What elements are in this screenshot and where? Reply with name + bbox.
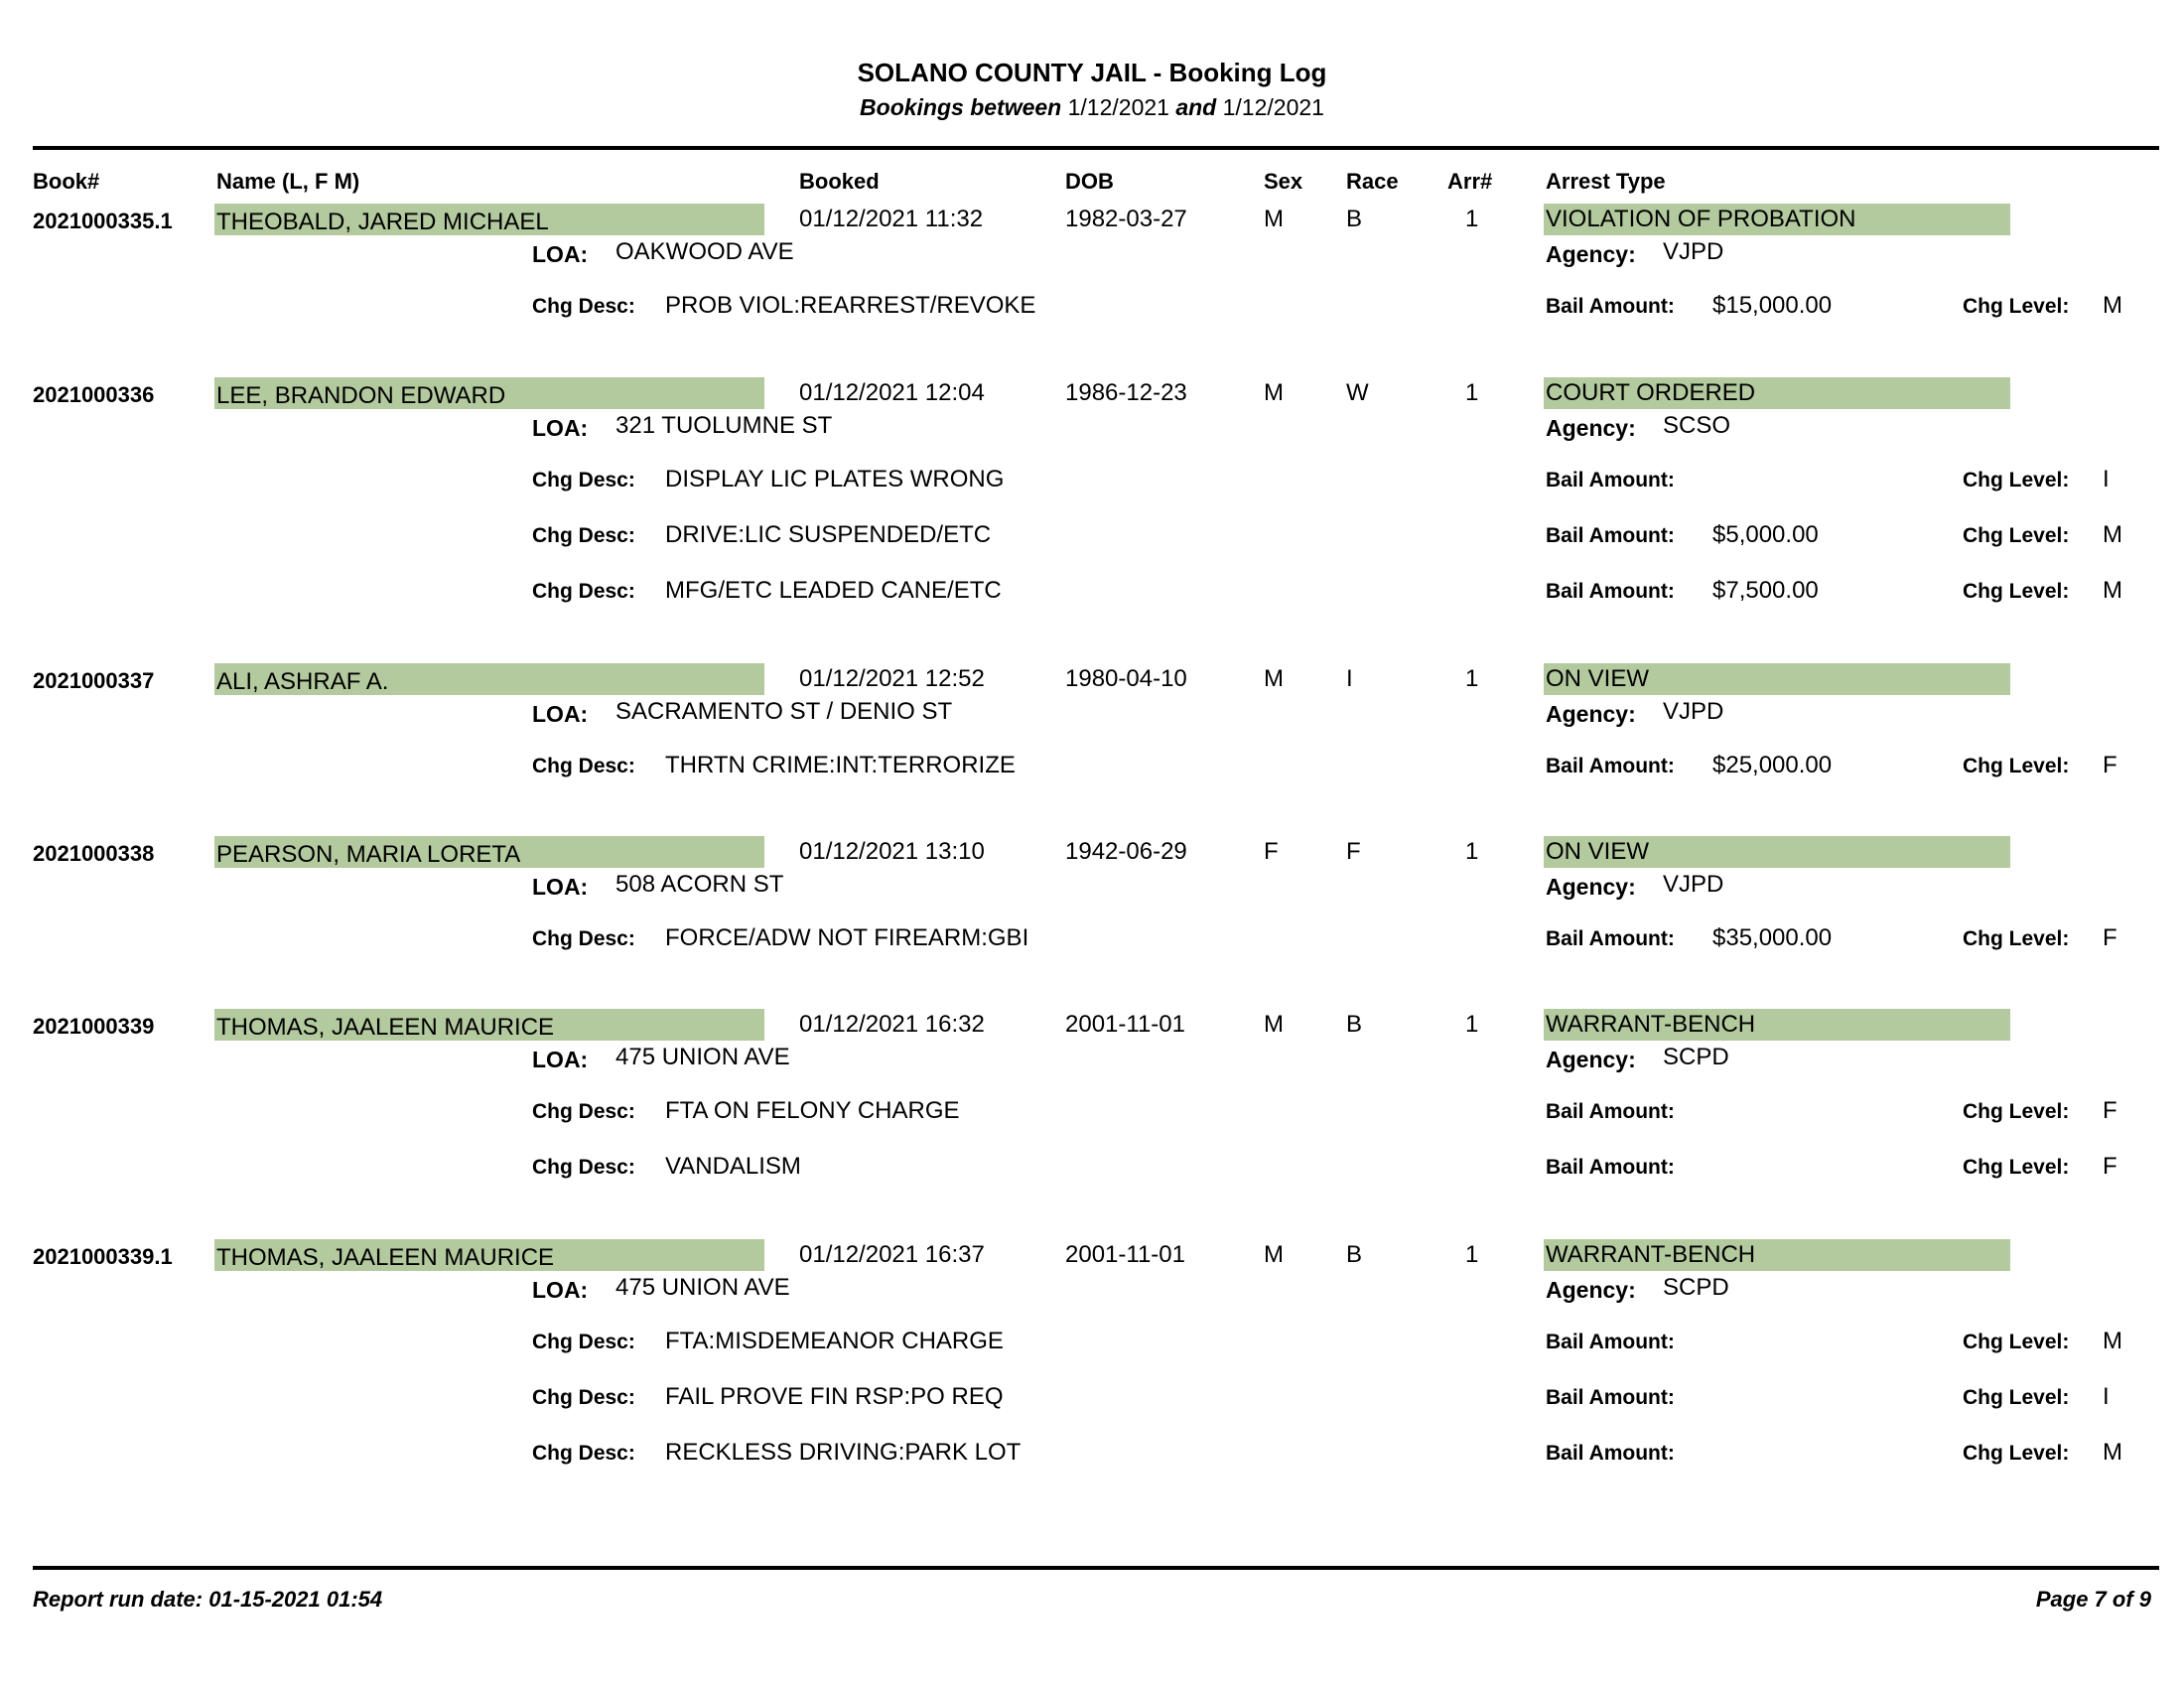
chg-desc-label: Chg Desc: — [532, 580, 635, 603]
bail-amount-label: Bail Amount: — [1546, 927, 1675, 950]
chg-level-label: Chg Level: — [1963, 1386, 2070, 1409]
report-title: SOLANO COUNTY JAIL - Booking Log — [857, 58, 1327, 87]
chg-level-label: Chg Level: — [1963, 927, 2070, 950]
chg-level-value: M — [2103, 1439, 2122, 1466]
chg-level-value: F — [2103, 1153, 2117, 1180]
inmate-name: LEE, BRANDON EDWARD — [216, 382, 506, 409]
date-of-birth: 2001-11-01 — [1065, 1241, 1185, 1268]
inmate-name: PEARSON, MARIA LORETA — [216, 841, 521, 868]
chg-desc-label: Chg Desc: — [532, 469, 635, 492]
booking-record — [0, 663, 2184, 778]
inmate-name: THOMAS, JAALEEN MAURICE — [216, 1244, 555, 1271]
col-header-name: Name (L, F M) — [216, 169, 360, 194]
loa-value: 475 UNION AVE — [615, 1274, 790, 1301]
date-of-birth: 2001-11-01 — [1065, 1011, 1185, 1038]
agency-value: SCPD — [1663, 1044, 1729, 1070]
bail-amount-label: Bail Amount: — [1546, 1331, 1675, 1353]
chg-level-label: Chg Level: — [1963, 755, 2070, 777]
col-header-dob: DOB — [1065, 169, 1114, 194]
col-header-booked: Booked — [799, 169, 880, 194]
sex: M — [1264, 1011, 1284, 1038]
booked-datetime: 01/12/2021 13:10 — [799, 838, 985, 865]
chg-desc-value: FAIL PROVE FIN RSP:PO REQ — [665, 1383, 1004, 1410]
footer-rule — [33, 1566, 2159, 1570]
chg-level-label: Chg Level: — [1963, 1100, 2070, 1123]
agency-value: VJPD — [1663, 698, 1724, 725]
header-rule — [33, 146, 2159, 150]
agency-label: Agency: — [1546, 701, 1636, 727]
chg-desc-value: PROB VIOL:REARREST/REVOKE — [665, 292, 1036, 319]
agency-label: Agency: — [1546, 241, 1636, 267]
bail-amount-label: Bail Amount: — [1546, 469, 1675, 492]
loa-label: LOA: — [532, 1277, 589, 1303]
chg-desc-value: DRIVE:LIC SUSPENDED/ETC — [665, 521, 992, 548]
chg-desc-label: Chg Desc: — [532, 1442, 635, 1465]
col-header-book: Book# — [33, 169, 100, 194]
inmate-name: ALI, ASHRAF A. — [216, 668, 389, 695]
bail-amount-value: $7,500.00 — [1712, 577, 1819, 604]
chg-desc-value: DISPLAY LIC PLATES WRONG — [665, 466, 1005, 492]
book-number: 2021000339 — [33, 1014, 155, 1039]
report-subtitle — [0, 94, 2184, 121]
sex: F — [1264, 838, 1279, 865]
page-number: Page 7 of 9 — [2035, 1587, 2151, 1612]
inmate-name: THOMAS, JAALEEN MAURICE — [216, 1014, 555, 1041]
agency-label: Agency: — [1546, 415, 1636, 441]
chg-desc-value: MFG/ETC LEADED CANE/ETC — [665, 577, 1002, 604]
loa-label: LOA: — [532, 874, 589, 900]
col-header-race: Race — [1346, 169, 1399, 194]
arrest-type: ON VIEW — [1546, 665, 1650, 692]
arrest-type: COURT ORDERED — [1546, 379, 1756, 406]
chg-desc-label: Chg Desc: — [532, 1331, 635, 1353]
book-number: 2021000339.1 — [33, 1244, 173, 1269]
race: B — [1346, 206, 1363, 232]
chg-level-value: I — [2103, 466, 2110, 492]
arrest-number: 1 — [1465, 206, 1479, 232]
book-number: 2021000335.1 — [33, 209, 173, 233]
race: B — [1346, 1011, 1363, 1038]
date-of-birth: 1980-04-10 — [1065, 665, 1187, 692]
agency-value: SCSO — [1663, 412, 1731, 439]
date-of-birth: 1986-12-23 — [1065, 379, 1187, 406]
chg-level-value: M — [2103, 292, 2122, 319]
loa-value: OAKWOOD AVE — [615, 238, 794, 265]
bail-amount-label: Bail Amount: — [1546, 524, 1675, 547]
booked-datetime: 01/12/2021 12:04 — [799, 379, 985, 406]
bail-amount-label: Bail Amount: — [1546, 1100, 1675, 1123]
loa-value: 475 UNION AVE — [615, 1044, 790, 1070]
chg-level-value: F — [2103, 752, 2117, 778]
arrest-type: ON VIEW — [1546, 838, 1650, 865]
bail-amount-label: Bail Amount: — [1546, 580, 1675, 603]
agency-label: Agency: — [1546, 874, 1636, 900]
booked-datetime: 01/12/2021 12:52 — [799, 665, 985, 692]
loa-label: LOA: — [532, 415, 589, 441]
loa-value: SACRAMENTO ST / DENIO ST — [615, 698, 953, 725]
date-from: 1/12/2021 — [1067, 94, 1169, 120]
loa-label: LOA: — [532, 1047, 589, 1072]
booking-record — [0, 377, 2184, 604]
booked-datetime: 01/12/2021 16:32 — [799, 1011, 985, 1038]
agency-label: Agency: — [1546, 1047, 1636, 1072]
loa-value: 321 TUOLUMNE ST — [615, 412, 833, 439]
chg-desc-label: Chg Desc: — [532, 755, 635, 777]
bail-amount-label: Bail Amount: — [1546, 1442, 1675, 1465]
sex: M — [1264, 665, 1284, 692]
chg-level-label: Chg Level: — [1963, 295, 2070, 318]
bail-amount-value: $25,000.00 — [1712, 752, 1833, 778]
chg-desc-label: Chg Desc: — [532, 1100, 635, 1123]
arrest-number: 1 — [1465, 379, 1479, 406]
sex: M — [1264, 1241, 1284, 1268]
arrest-number: 1 — [1465, 1241, 1479, 1268]
chg-level-label: Chg Level: — [1963, 524, 2070, 547]
loa-value: 508 ACORN ST — [615, 871, 784, 898]
report-run-date: Report run date: 01-15-2021 01:54 — [33, 1587, 383, 1612]
booking-record — [0, 1239, 2184, 1466]
chg-level-value: M — [2103, 1328, 2122, 1354]
booking-record — [0, 204, 2184, 319]
subtitle-and: and — [1175, 94, 1217, 120]
agency-value: SCPD — [1663, 1274, 1729, 1301]
arrest-type: VIOLATION OF PROBATION — [1546, 206, 1856, 232]
race: B — [1346, 1241, 1363, 1268]
loa-label: LOA: — [532, 241, 589, 267]
chg-level-label: Chg Level: — [1963, 580, 2070, 603]
bail-amount-label: Bail Amount: — [1546, 1156, 1675, 1179]
date-of-birth: 1942-06-29 — [1065, 838, 1187, 865]
agency-value: VJPD — [1663, 871, 1724, 898]
chg-level-value: M — [2103, 577, 2122, 604]
booked-datetime: 01/12/2021 16:37 — [799, 1241, 985, 1268]
chg-desc-value: VANDALISM — [665, 1153, 801, 1180]
agency-value: VJPD — [1663, 238, 1724, 265]
booking-record — [0, 836, 2184, 951]
chg-level-value: I — [2103, 1383, 2110, 1410]
booked-datetime: 01/12/2021 11:32 — [799, 206, 984, 232]
race: I — [1346, 665, 1353, 692]
chg-level-label: Chg Level: — [1963, 1156, 2070, 1179]
chg-level-label: Chg Level: — [1963, 1442, 2070, 1465]
chg-level-label: Chg Level: — [1963, 1331, 2070, 1353]
bail-amount-value: $15,000.00 — [1712, 292, 1833, 319]
chg-desc-label: Chg Desc: — [532, 295, 635, 318]
chg-level-value: F — [2103, 1097, 2117, 1124]
col-header-arrest-type: Arrest Type — [1546, 169, 1666, 194]
arrest-type: WARRANT-BENCH — [1546, 1241, 1756, 1268]
sex: M — [1264, 379, 1284, 406]
chg-desc-label: Chg Desc: — [532, 1156, 635, 1179]
subtitle-prefix: Bookings between — [860, 94, 1062, 120]
chg-desc-value: FTA:MISDEMEANOR CHARGE — [665, 1328, 1004, 1354]
sex: M — [1264, 206, 1284, 232]
bail-amount-label: Bail Amount: — [1546, 755, 1675, 777]
inmate-name: THEOBALD, JARED MICHAEL — [216, 209, 549, 235]
col-header-sex: Sex — [1264, 169, 1303, 194]
chg-desc-label: Chg Desc: — [532, 1386, 635, 1409]
chg-desc-value: THRTN CRIME:INT:TERRORIZE — [665, 752, 1016, 778]
race: W — [1346, 379, 1369, 406]
date-to: 1/12/2021 — [1222, 94, 1324, 120]
chg-desc-value: FTA ON FELONY CHARGE — [665, 1097, 960, 1124]
bail-amount-value: $35,000.00 — [1712, 924, 1833, 951]
arrest-number: 1 — [1465, 838, 1479, 865]
arrest-type: WARRANT-BENCH — [1546, 1011, 1756, 1038]
arrest-number: 1 — [1465, 1011, 1479, 1038]
chg-level-label: Chg Level: — [1963, 469, 2070, 492]
booking-record — [0, 1009, 2184, 1180]
chg-desc-value: FORCE/ADW NOT FIREARM:GBI — [665, 924, 1029, 951]
book-number: 2021000336 — [33, 382, 155, 407]
col-header-arr: Arr# — [1447, 169, 1493, 194]
chg-level-value: F — [2103, 924, 2117, 951]
date-of-birth: 1982-03-27 — [1065, 206, 1187, 232]
book-number: 2021000338 — [33, 841, 155, 866]
agency-label: Agency: — [1546, 1277, 1636, 1303]
chg-desc-label: Chg Desc: — [532, 524, 635, 547]
bail-amount-label: Bail Amount: — [1546, 1386, 1675, 1409]
chg-level-value: M — [2103, 521, 2122, 548]
race: F — [1346, 838, 1361, 865]
book-number: 2021000337 — [33, 668, 155, 693]
bail-amount-label: Bail Amount: — [1546, 295, 1675, 318]
arrest-number: 1 — [1465, 665, 1479, 692]
loa-label: LOA: — [532, 701, 589, 727]
bail-amount-value: $5,000.00 — [1712, 521, 1819, 548]
chg-desc-label: Chg Desc: — [532, 927, 635, 950]
chg-desc-value: RECKLESS DRIVING:PARK LOT — [665, 1439, 1022, 1466]
